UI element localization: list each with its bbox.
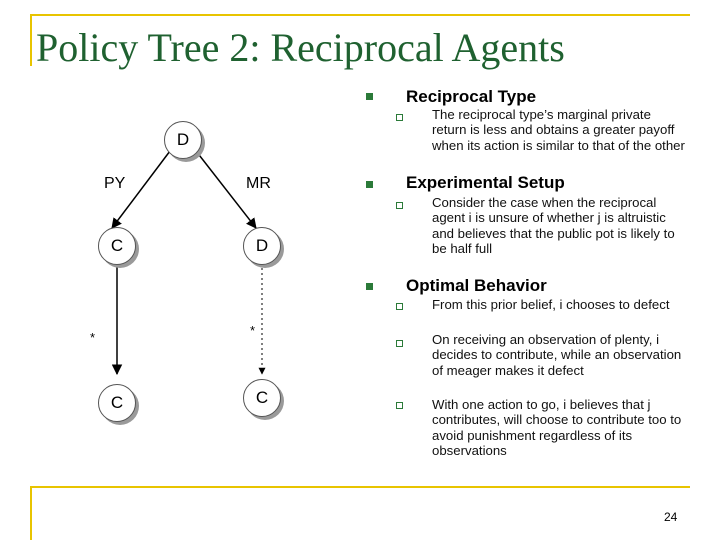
section-heading-reciprocal-type: Reciprocal Type: [406, 87, 537, 106]
tree-node-level3-right: [243, 379, 281, 417]
tree-node-level2-left-label: C: [110, 236, 124, 255]
section-item: Consider the case when the reciprocal agent i is unsure of whether j is altruistic and believes that the public pot is likely to be half full: [432, 195, 675, 256]
sub-bullet-marker: [396, 303, 403, 310]
branch-label-left: PY: [104, 175, 126, 192]
bullet-list: [366, 0, 706, 480]
frame-line-bottom: [30, 486, 690, 488]
section-item: With one action to go, i believes that j contributes, will choose to contribute too to avoid punishment regardless of its observations: [432, 397, 682, 458]
tree-node-level3-left-label: C: [110, 393, 124, 412]
section-heading-optimal-behavior: Optimal Behavior: [406, 276, 547, 295]
sub-bullet-marker: [396, 202, 403, 209]
section-item: On receiving an observation of plenty, i decides to contribute, while an observation of meager makes it defect: [432, 332, 682, 378]
tree-node-root: [164, 121, 202, 159]
page-number: 24: [664, 510, 678, 524]
tree-node-level3-right-label: C: [255, 388, 269, 407]
slide-title: Policy Tree 2: Reciprocal Agents: [36, 25, 565, 70]
sub-bullet-marker: [396, 340, 403, 347]
sub-bullet-marker: [396, 114, 403, 121]
section-item: The reciprocal type’s marginal private return is less and obtains a greater payoff when its action is similar to that of the other: [432, 107, 685, 153]
bullet-marker: [366, 181, 373, 188]
tree-node-level2-right: [243, 227, 281, 265]
section-heading-experimental-setup: Experimental Setup: [406, 173, 565, 192]
policy-tree: [0, 0, 370, 480]
star-label-left: *: [90, 330, 96, 345]
tree-node-level3-left: [98, 384, 136, 422]
tree-node-level2-right-label: D: [255, 236, 269, 255]
sub-bullet-marker: [396, 402, 403, 409]
branch-label-right: MR: [246, 175, 271, 192]
bullet-marker: [366, 283, 373, 290]
bullet-marker: [366, 93, 373, 100]
section-item: From this prior belief, i chooses to defect: [432, 297, 670, 312]
tree-node-level2-left: [98, 227, 136, 265]
frame-line-bottom-left: [30, 486, 32, 540]
tree-node-root-label: D: [176, 130, 190, 149]
tree-edges: [0, 0, 370, 480]
star-label-right: *: [250, 323, 256, 338]
